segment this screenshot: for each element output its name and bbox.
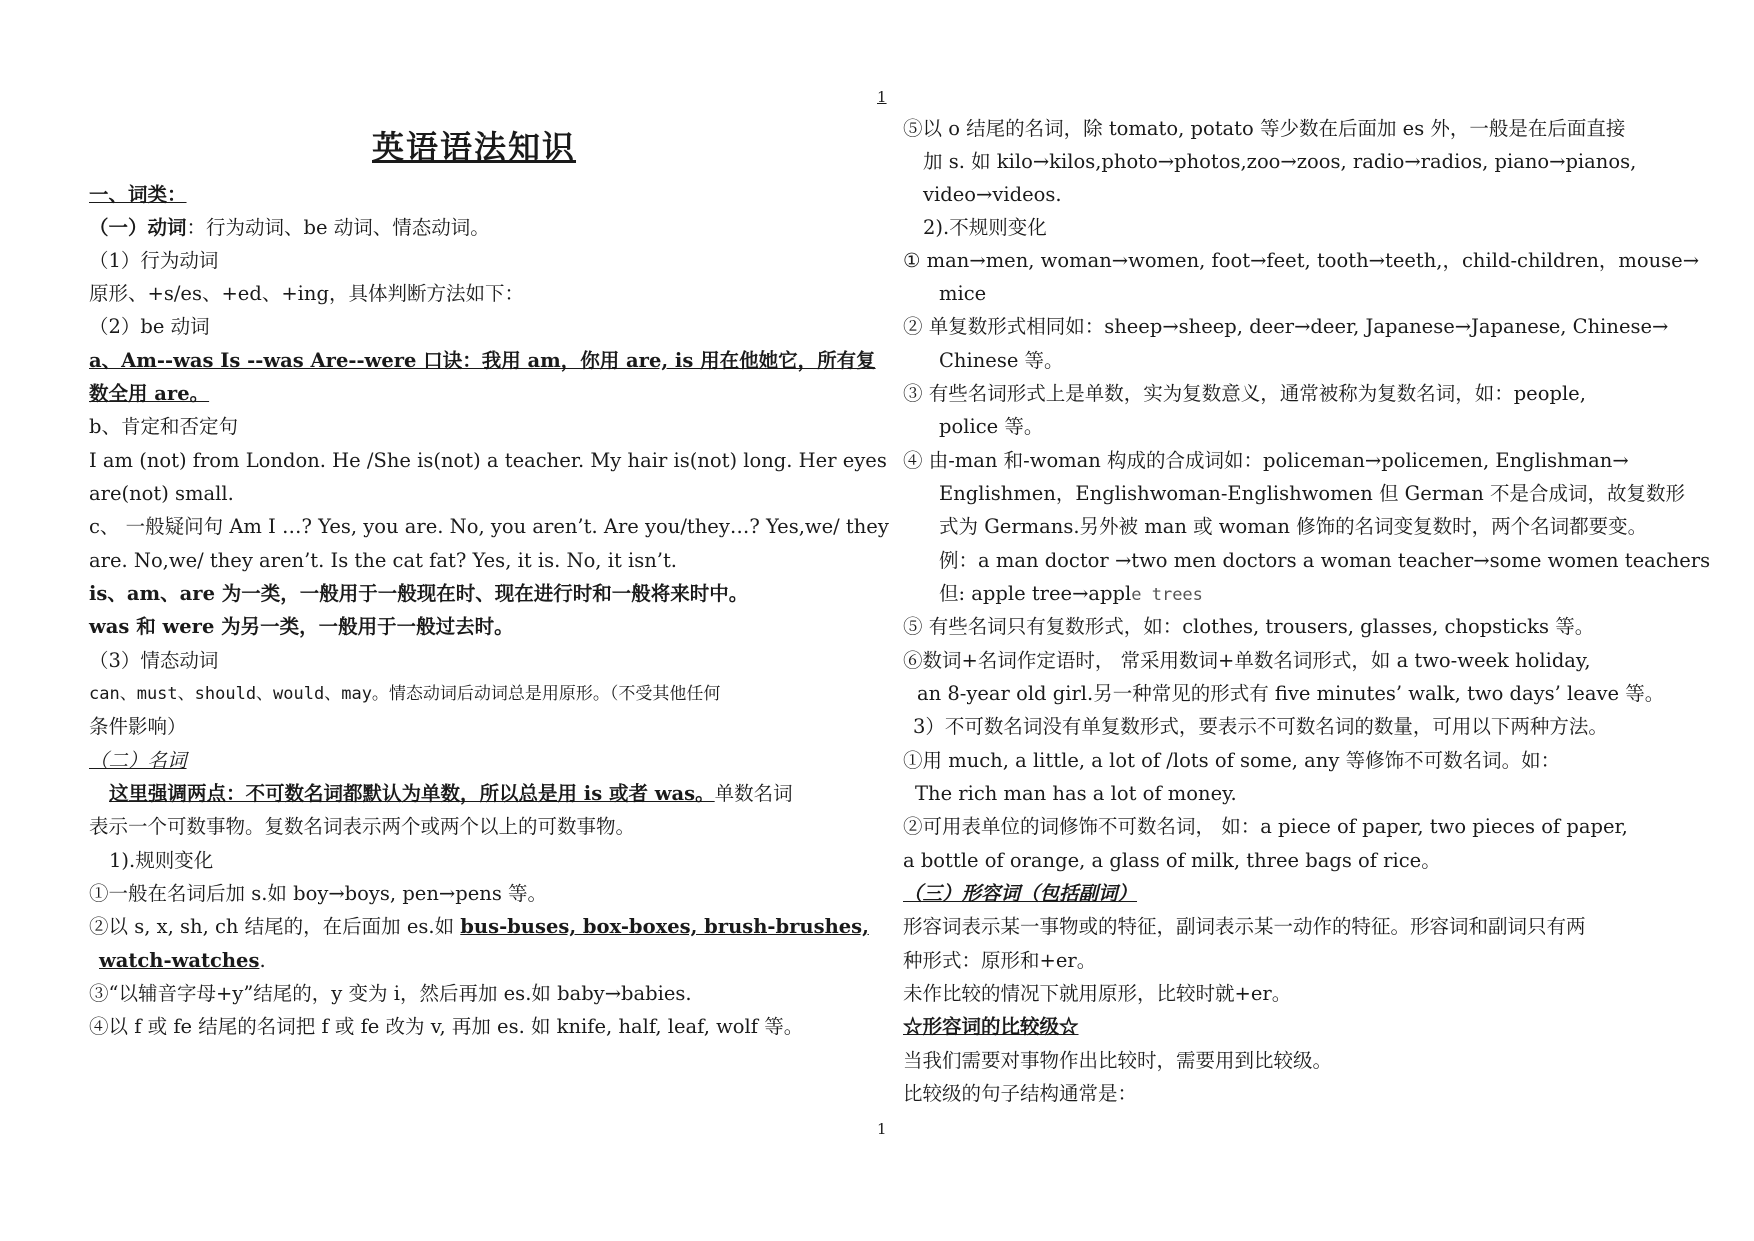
verbs-heading [89, 215, 490, 245]
verbs-heading-text: ：行为动词、be 动词、情态动词。 [186, 216, 490, 239]
rule-5: ⑤以 o 结尾的名词，除 tomato, potato 等少数在后面加 es 外，一般是在后面直接 [903, 117, 1626, 140]
modal-verb-text-2: 条件影响） [89, 715, 187, 738]
uncountable-2-examples: a bottle of orange, a glass of milk, three bags of rice。 [903, 849, 1441, 872]
numeral-noun: ⑥数词+名词作定语时， 常采用数词+单数名词形式，如 a two-week holiday, [903, 649, 1591, 672]
noun-emphasis-bold: 这里强调两点：不可数名词都默认为单数，所以总是用 is 或者 was。 [109, 782, 715, 805]
nouns-heading: （二）名词 [89, 749, 187, 772]
rule-2 [89, 914, 869, 944]
irregular-1-cont: mice [939, 282, 987, 305]
uncountable-1: ①用 much, a little, a lot of /lots of some, any 等修饰不可数名词。如： [903, 749, 1561, 772]
be-verb-rhyme-2: 数全用 are。 [89, 382, 210, 405]
noun-emphasis-tail: 单数名词 [714, 782, 793, 805]
rule-2-example-watch: watch-watches [99, 949, 260, 972]
be-verb-rhyme-1: a、Am--was Is --was Are--were 口诀：我用 am，你用 are, is 用在他她它，所有复 [89, 349, 876, 372]
adjective-definition-1: 形容词表示某一事物或的特征，副词表示某一动作的特征。形容词和副词只有两 [903, 915, 1586, 938]
rule-5-examples: 加 s. 如 kilo→kilos,photo→photos,zoo→zoos, radio→radios, piano→pianos, [923, 150, 1637, 173]
example-line-2: are(not) small. [89, 482, 234, 505]
irregular-2-cont: Chinese 等。 [939, 349, 1064, 372]
action-verb-heading: （1）行为动词 [89, 249, 219, 272]
section-word-class: 一、词类： [89, 183, 187, 206]
document-title: 英语语法知识 [372, 128, 577, 166]
irregular-1: ① man→men, woman→women, foot→feet, tooth→teeth,，child-children，mouse→ [903, 249, 1700, 272]
noun-definition: 表示一个可数事物。复数名词表示两个或两个以上的可数事物。 [89, 815, 636, 838]
irregular-3: ③ 有些名词形式上是单数，实为复数意义，通常被称为复数名词，如：people, [903, 382, 1586, 405]
irregular-4-but [939, 581, 1203, 611]
adjectives-heading: （三）形容词（包括副词） [903, 882, 1138, 905]
irregular-4-cont-1: Englishmen，Englishwoman-Englishwomen 但 German 不是合成词，故复数形 [939, 482, 1685, 505]
noun-emphasis [109, 781, 793, 811]
rule-4: ④以 f 或 fe 结尾的名词把 f 或 fe 改为 v, 再加 es. 如 knife, half, leaf, wolf 等。 [89, 1015, 804, 1038]
be-rule-past: was 和 were 为另一类，一般用于一般过去时。 [89, 615, 514, 638]
rule-2-cont [99, 948, 266, 978]
irregular-4-but-text: 但: apple tree→appl [939, 582, 1132, 605]
modal-verb-text-1: can、must、should、would、may。情态动词后动词总是用原形。（不受其他任何 [89, 684, 721, 704]
irregular-2: ② 单复数形式相同如：sheep→sheep, deer→deer, Japanese→Japanese, Chinese→ [903, 315, 1669, 338]
be-rule-present: is、am、are 为一类，一般用于一般现在时、现在进行时和一般将来时中。 [89, 582, 749, 605]
uncountable-2: ②可用表单位的词修饰不可数名词， 如：a piece of paper, two pieces of paper, [903, 815, 1628, 838]
irregular-4: ④ 由-man 和-woman 构成的合成词如：policeman→policemen, Englishman→ [903, 449, 1629, 472]
irregular-3-cont: police 等。 [939, 415, 1044, 438]
rule-2-text: ②以 s, x, sh, ch 结尾的，在后面加 es.如 [89, 915, 461, 938]
rule-2-period: . [259, 949, 266, 972]
affirmative-negative-heading: b、肯定和否定句 [89, 415, 238, 438]
plural-only: ⑤ 有些名词只有复数形式，如：clothes, trousers, glasses, chopsticks 等。 [903, 615, 1595, 638]
be-verb-heading: （2）be 动词 [89, 315, 210, 338]
uncountable-1-example: The rich man has a lot of money. [915, 782, 1237, 805]
adjective-usage: 未作比较的情况下就用原形，比较时就+er。 [903, 982, 1292, 1005]
irregular-4-example: 例：a man doctor →two men doctors a woman teacher→some women teachers [939, 549, 1711, 572]
rule-2-examples: bus-buses, box-boxes, brush-brushes, [460, 915, 869, 938]
rule-3: ③“以辅音字母+y”结尾的，y 变为 i，然后再加 es.如 baby→babies. [89, 982, 692, 1005]
comparative-intro: 当我们需要对事物作出比较时，需要用到比较级。 [903, 1049, 1333, 1072]
page-number-top: 1 [877, 88, 887, 106]
question-line-1: c、 一般疑问句 Am I …? Yes, you are. No, you aren’t. Are you/they…? Yes,we/ they [89, 515, 889, 538]
comparative-heading: ☆形容词的比较级☆ [903, 1015, 1079, 1038]
example-line-1: I am (not) from London. He /She is(not) a teacher. My hair is(not) long. Her eyes [89, 449, 887, 472]
irregular-change-heading: 2).不规则变化 [923, 216, 1047, 239]
verbs-heading-label: （一）动词 [89, 216, 187, 239]
question-line-2: are. No,we/ they aren’t. Is the cat fat? Yes, it is. No, it isn’t. [89, 549, 678, 572]
rule-1: ①一般在名词后加 s.如 boy→boys, pen→pens 等。 [89, 882, 548, 905]
modal-verb-heading: （3）情态动词 [89, 649, 219, 672]
numeral-noun-cont: an 8-year old girl.另一种常见的形式有 five minutes’ walk, two days’ leave 等。 [917, 682, 1665, 705]
action-verb-forms: 原形、+s/es、+ed、+ing，具体判断方法如下： [89, 282, 524, 305]
irregular-4-but-mono: e trees [1131, 585, 1203, 605]
page-number-bottom: 1 [877, 1120, 887, 1138]
adjective-definition-2: 种形式：原形和+er。 [903, 949, 1097, 972]
rule-5-examples-end: video→videos. [923, 183, 1062, 206]
regular-change-heading: 1).规则变化 [109, 849, 214, 872]
irregular-4-cont-2: 式为 Germans.另外被 man 或 woman 修饰的名词变复数时，两个名词都要变。 [939, 515, 1648, 538]
uncountable-heading: 3）不可数名词没有单复数形式，要表示不可数名词的数量，可用以下两种方法。 [913, 715, 1608, 738]
comparative-structure: 比较级的句子结构通常是： [903, 1082, 1138, 1105]
